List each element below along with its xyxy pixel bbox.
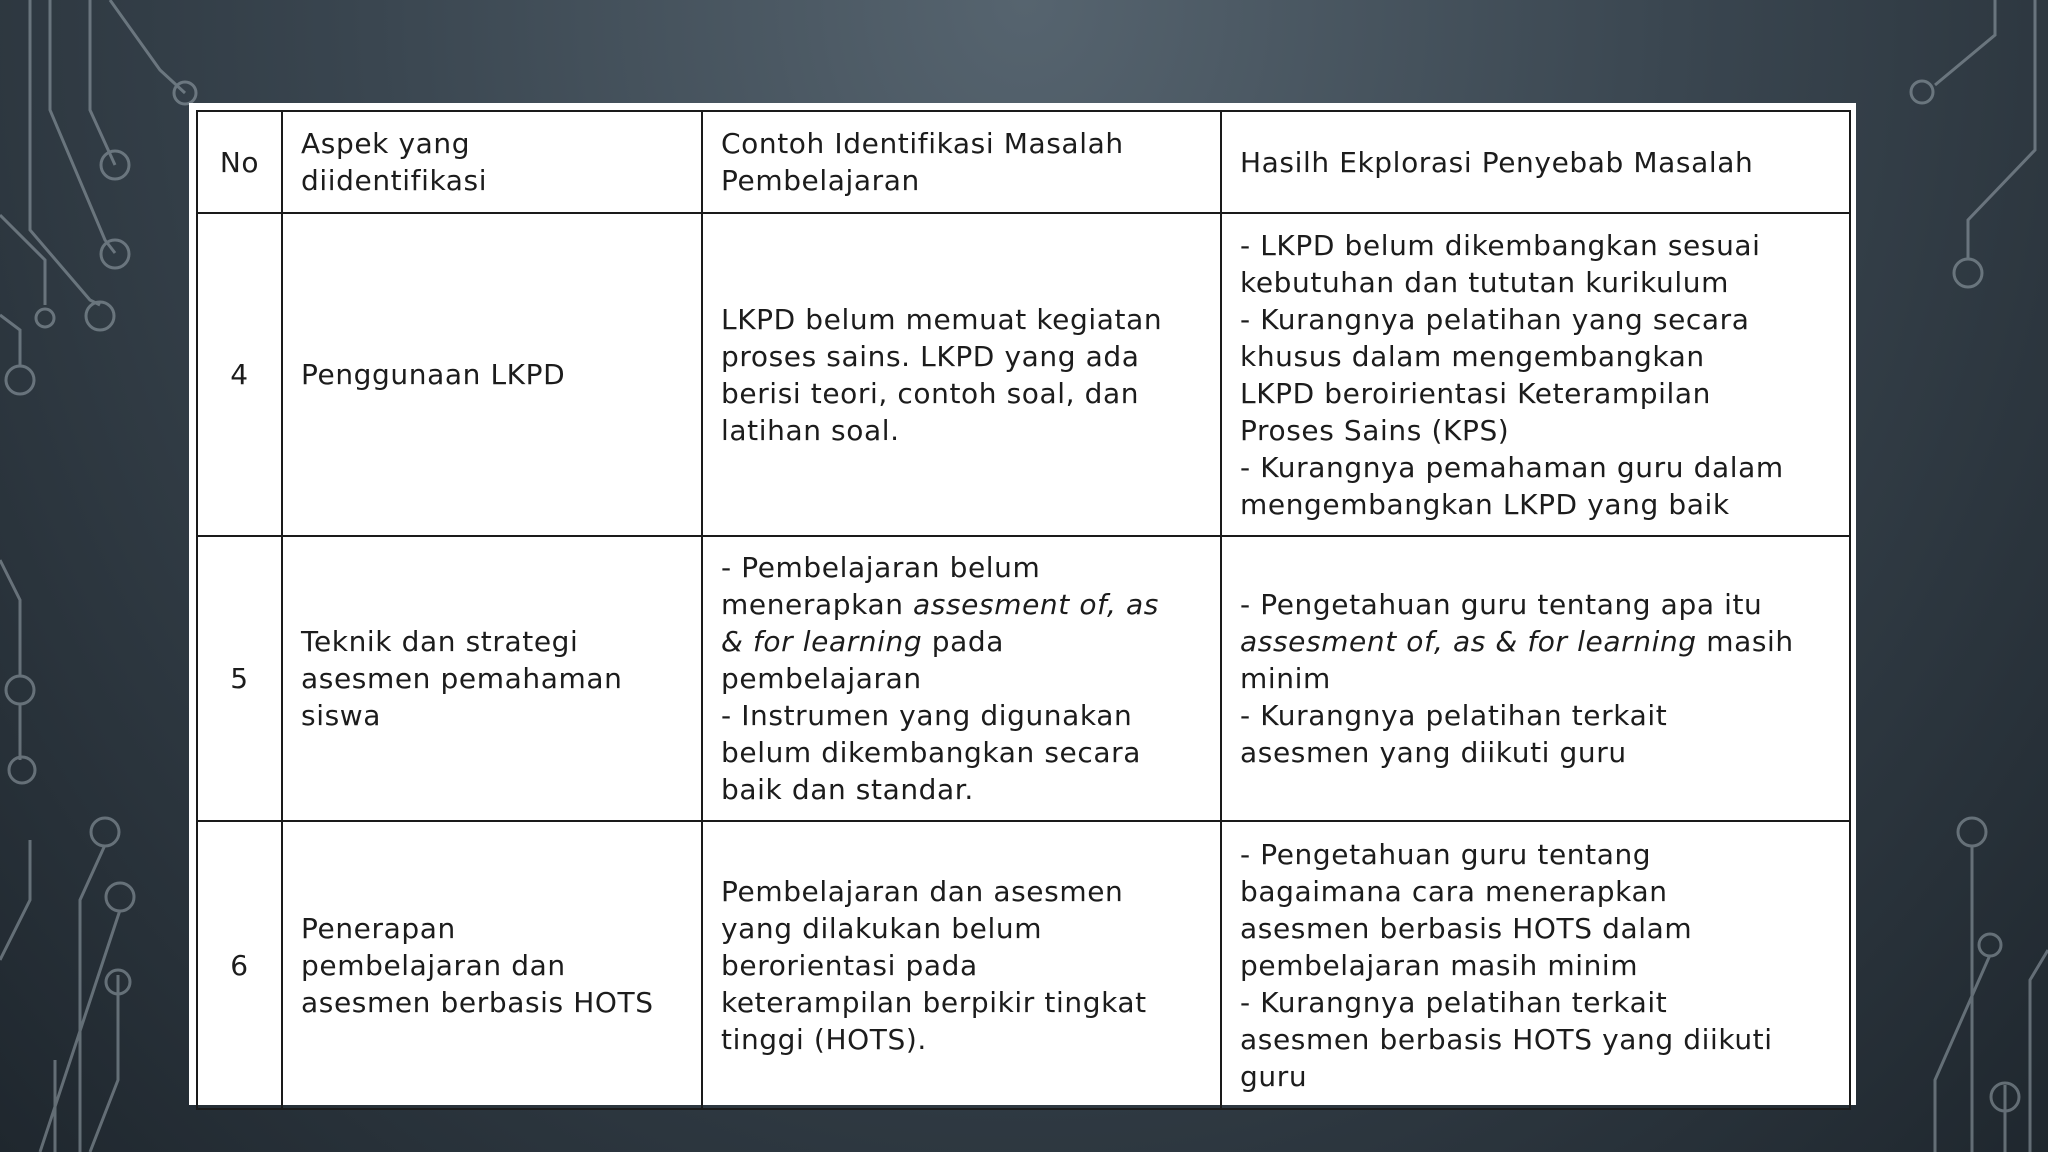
problem-identification-table xyxy=(196,110,1851,1110)
table-header-row xyxy=(197,111,1850,213)
table-row xyxy=(197,536,1850,822)
contoh-cell: Pembelajaran dan asesmen yang dilakukan belum berorientasi pada keterampilan berpikir tingkat tinggi (HOTS). xyxy=(702,821,1221,1109)
aspek-cell: Penggunaan LKPD xyxy=(282,213,702,536)
contoh-cell: LKPD belum memuat kegiatan proses sains. LKPD yang ada berisi teori, contoh soal, dan latihan soal. xyxy=(702,213,1221,536)
contoh-cell: - Pembelajaran belum menerapkan assesment of, as & for learning pada pembelajaran - Instrumen yang digunakan belum dikembangkan secara baik dan standar. xyxy=(702,536,1221,822)
hasil-cell: - Pengetahuan guru tentang bagaimana cara menerapkan asesmen berbasis HOTS dalam pembelajaran masih minim - Kurangnya pelatihan terkait asesmen berbasis HOTS yang diikuti guru xyxy=(1221,821,1850,1109)
hasil-cell: - Pengetahuan guru tentang apa itu assesment of, as & for learning masih minim - Kurangnya pelatihan terkait asesmen yang diikuti guru xyxy=(1221,536,1850,822)
header-no: No xyxy=(197,111,282,213)
row-number: 5 xyxy=(197,536,282,822)
aspek-cell: Penerapan pembelajaran dan asesmen berbasis HOTS xyxy=(282,821,702,1109)
row-number: 6 xyxy=(197,821,282,1109)
table-panel xyxy=(189,103,1856,1105)
header-contoh: Contoh Identifikasi Masalah Pembelajaran xyxy=(702,111,1221,213)
table-row xyxy=(197,213,1850,536)
header-aspek: Aspek yang diidentifikasi xyxy=(282,111,702,213)
hasil-cell: - LKPD belum dikembangkan sesuai kebutuhan dan tututan kurikulum - Kurangnya pelatihan yang secara khusus dalam mengembangkan LKPD beroirientasi Keterampilan Proses Sains (KPS) - Kurangnya pemahaman guru dalam mengembangkan LKPD yang baik xyxy=(1221,213,1850,536)
header-hasil: Hasilh Ekplorasi Penyebab Masalah xyxy=(1221,111,1850,213)
row-number: 4 xyxy=(197,213,282,536)
table-row xyxy=(197,821,1850,1109)
aspek-cell: Teknik dan strategi asesmen pemahaman siswa xyxy=(282,536,702,822)
